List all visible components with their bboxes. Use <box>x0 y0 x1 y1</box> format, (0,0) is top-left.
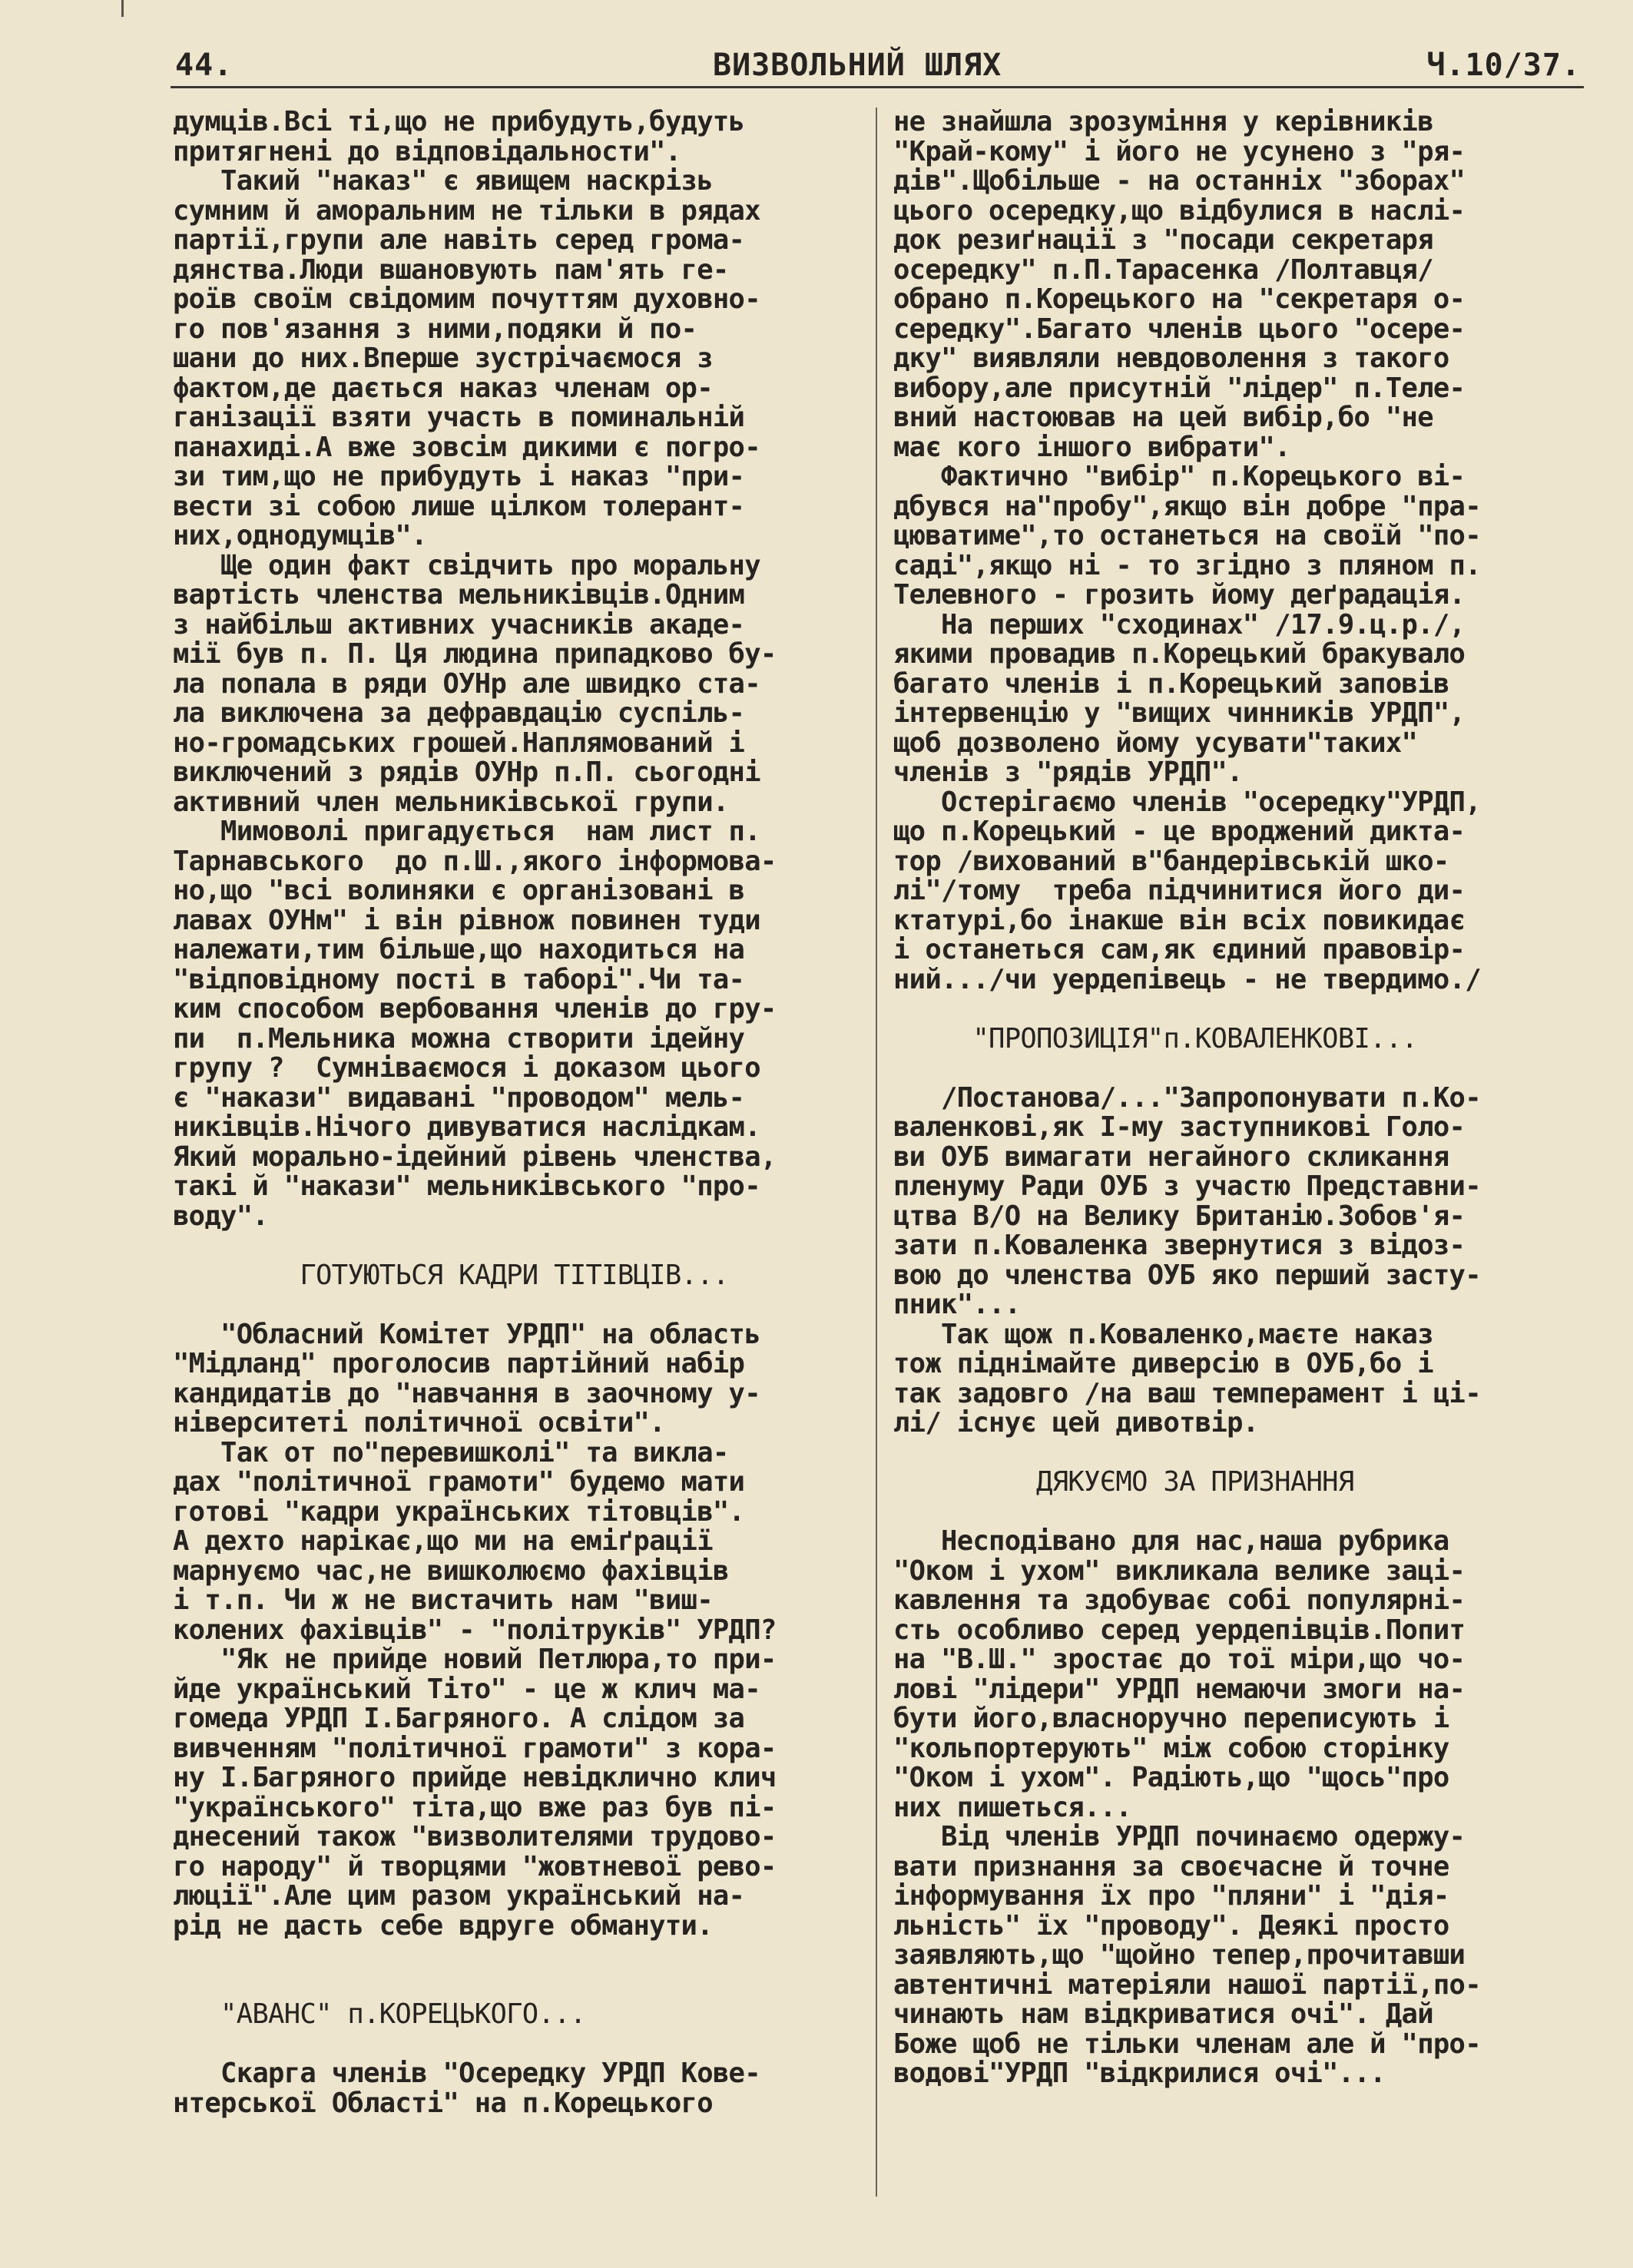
section-heading: "АВАНС" п.КОРЕЦЬКОГО... <box>173 1998 586 2030</box>
blank-line <box>893 995 1569 1025</box>
text-line: панахиді.А вже зовсім дикими є погро- <box>173 431 760 463</box>
text-line: вою до членства ОУБ яко перший засту- <box>893 1259 1481 1291</box>
text-line: багато членів і п.Корецький заповів <box>893 667 1449 700</box>
text-line: належати,тим більше,що находиться на <box>173 934 745 965</box>
text-line: активний член мельниківської групи. <box>173 786 729 818</box>
text-line: дів".Щобільше - на останніх "зборах" <box>893 165 1466 197</box>
text-line: Який морально-ідейний рівень членства, <box>173 1141 777 1173</box>
text-line: притягнені до відповідальности". <box>173 135 681 167</box>
blank-line <box>173 1290 849 1320</box>
page-number: 44. <box>175 48 234 83</box>
text-line: осередку" п.П.Тарасенка /Полтавця/ <box>893 253 1433 286</box>
text-line: го пов'язання з ними,подяки й по- <box>173 313 697 345</box>
text-line: йде український Тіто" - це ж клич ма- <box>173 1673 760 1705</box>
text-line: вибору,але присутній "лідер" п.Теле- <box>893 372 1466 404</box>
text-line: А дехто нарікає,що ми на еміґрації <box>173 1525 713 1557</box>
right-column <box>893 108 1569 2089</box>
text-line: тор /вихований в"бандерівській шко- <box>893 845 1449 877</box>
text-line: зи тим,що не прибудуть і наказ "при- <box>173 461 745 492</box>
blank-line <box>893 1439 1569 1468</box>
text-line: думців.Всі ті,що не прибудуть,будуть <box>173 108 745 137</box>
text-line: них пишеться... <box>893 1791 1132 1823</box>
text-line: лі"/тому треба підчинитися його ди- <box>893 875 1466 906</box>
text-line: "Оком і ухом". Радіють,що "щось"про <box>893 1762 1449 1793</box>
text-line: Від членів УРДП починаємо одержу- <box>893 1821 1466 1852</box>
text-line: ви ОУБ вимагати негайного скликання <box>893 1141 1449 1173</box>
text-line: ла виключена за дефравдацію суспіль- <box>173 697 745 729</box>
text-line: зати п.Коваленка звернутися з відоз- <box>893 1230 1466 1261</box>
text-line: марнуємо час,не вишколюємо фахівців <box>173 1554 729 1587</box>
text-line: никівців.Нічого дивуватися наслідкам. <box>173 1111 760 1143</box>
blank-line <box>173 1941 849 1971</box>
text-line: цього осередку,що відбулися в наслі- <box>893 194 1466 227</box>
issue-number: Ч.10/37. <box>1426 48 1581 83</box>
text-line: них,однодумців". <box>173 520 427 551</box>
text-line: Так от по"перевишколі" та виклa- <box>173 1436 729 1468</box>
text-line: "відповідному пості в таборі".Чи та- <box>173 963 745 995</box>
text-line: ну І.Багряного прийде невідклично клич <box>173 1762 777 1793</box>
text-line: кавлення та здобуває собі популярні- <box>893 1584 1466 1616</box>
text-line: автентичні матеріяли нашої партії,по- <box>893 1968 1481 2001</box>
text-line: виключений з рядів ОУНр п.П. сьогодні <box>173 757 760 788</box>
text-line: групу ? Сумніваємося і доказом цього <box>173 1052 760 1084</box>
text-line: го народу" й творцями "жовтневої рево- <box>173 1850 777 1882</box>
text-line: льність" їх "проводу". Деякі просто <box>893 1909 1449 1942</box>
text-line: бути його,власноручно переписують і <box>893 1703 1449 1734</box>
header-rule <box>171 86 1584 88</box>
text-line: лі/ існує цей дивотвір. <box>893 1407 1259 1439</box>
text-line: рід не дасть себе вдруге обманути. <box>173 1909 713 1942</box>
blank-line <box>173 1231 849 1261</box>
text-line: "Оком і ухом" викликала велике заці- <box>893 1554 1466 1587</box>
text-line: такі й "накази" мельниківського "про- <box>173 1170 760 1202</box>
text-line: і останеться сам,як єдиний правовір- <box>893 934 1466 965</box>
text-line: вний настоював на цей вибір,бо "не <box>893 402 1433 433</box>
text-line: лові "лідери" УРДП немаючи змоги на- <box>893 1673 1466 1705</box>
section-heading: ГОТУЮТЬСЯ КАДРИ ТІТІВЦІВ... <box>173 1259 729 1291</box>
journal-title: ВИЗВОЛЬНИЙ ШЛЯХ <box>713 48 1002 83</box>
text-line: ла попала в ряди ОУНр але швидко ста- <box>173 667 760 700</box>
left-column <box>173 108 849 2118</box>
text-line: що п.Корецький - це вроджений дикта- <box>893 816 1466 847</box>
text-line: є "накази" видавані "проводом" мель- <box>173 1081 745 1114</box>
text-line: не знайшла зрозуміння у керівників <box>893 108 1433 137</box>
text-line: Фактично "вибір" п.Корецького ві- <box>893 461 1466 492</box>
blank-line <box>893 1498 1569 1528</box>
text-line: лавах ОУНм" і він рівнож повинен туди <box>173 904 760 936</box>
text-line: док резиґнації з "посади секретаря <box>893 224 1433 256</box>
text-line: Ще один факт свідчить про моральну <box>173 549 760 581</box>
text-line: люції".Але цим разом український на- <box>173 1880 745 1912</box>
text-line: Мимоволі пригадується нам лист п. <box>173 816 760 847</box>
text-line: Телевного - грозить йому деґрадація. <box>893 579 1466 611</box>
text-line: роїв своїм свідомим почуттям духовно- <box>173 283 760 315</box>
text-line: з найбільш активних учасників акаде- <box>173 608 745 641</box>
text-line: воду". <box>173 1200 269 1232</box>
text-line: Скарга членів "Осередку УРДП Кове- <box>173 2058 760 2089</box>
text-line: мії був п. П. Ця людина припадково бу- <box>173 638 777 670</box>
text-line: "Обласний Комітет УРДП" на область <box>173 1318 760 1350</box>
blank-line <box>893 1054 1569 1084</box>
text-line: Несподівано для нас,наша рубрика <box>893 1525 1449 1557</box>
text-line: шани до них.Вперше зустрічаємося з <box>173 343 713 374</box>
text-line: /Постанова/..."Запропонувати п.Ко- <box>893 1081 1481 1114</box>
text-line: водові"УРДП "відкрилися очі"... <box>893 2058 1386 2089</box>
text-line: щоб дозволено йому усувати"таких" <box>893 727 1418 759</box>
text-line: кандидатів до "навчання в заочному у- <box>173 1377 760 1409</box>
text-line: Так щож п.Коваленко,маєте наказ <box>893 1318 1433 1350</box>
text-line: має кого іншого вибрати". <box>893 431 1290 463</box>
text-line: но-громадських грошей.Наплямований і <box>173 727 745 759</box>
text-line: пи п.Мельника можна створити ідейну <box>173 1022 745 1055</box>
blank-line <box>173 2030 849 2060</box>
text-line: середку".Багато членів цього "осере- <box>893 313 1466 345</box>
text-line: Остерігаємо членів "осередку"УРДП, <box>893 786 1481 818</box>
text-line: заявляють,що "щойно тепер,прочитавши <box>893 1939 1466 1971</box>
text-line: дбувся на"пробу",якщо він добре "пра- <box>893 490 1481 522</box>
text-line: саді",якщо ні - то згідно з пляном п. <box>893 549 1481 581</box>
text-line: і т.п. Чи ж не вистачить нам "виш- <box>173 1584 713 1616</box>
text-line: партії,групи але навіть серед грома- <box>173 224 745 256</box>
text-line: на "В.Ш." зростає до тої міри,що чо- <box>893 1644 1466 1675</box>
text-line: днесений також "визволителями трудово- <box>173 1821 777 1852</box>
text-line: Такий "наказ" є явищем наскрізь <box>173 165 713 197</box>
blank-line <box>173 1971 849 2001</box>
text-line: ний.../чи уердепівець - не твердимо./ <box>893 963 1481 995</box>
text-line: так задовго /на ваш темперамент і ці- <box>893 1377 1481 1409</box>
text-line: но,що "всі волиняки є організовані в <box>173 875 745 906</box>
text-line: ніверситеті політичної освіти". <box>173 1407 665 1439</box>
column-divider <box>876 108 877 2197</box>
text-line: Тарнавського до п.Ш.,якого інформова- <box>173 845 777 877</box>
section-heading: ДЯКУЄМО ЗА ПРИЗНАННЯ <box>893 1466 1354 1498</box>
text-line: тож піднімайте диверсію в ОУБ,бо і <box>893 1348 1433 1379</box>
text-line: "українського" тіта,що вже раз був пі- <box>173 1791 777 1823</box>
section-heading: "ПРОПОЗИЦІЯ"п.КОВАЛЕНКОВІ... <box>893 1022 1418 1055</box>
text-line: ким способом вербовання членів до гру- <box>173 993 777 1025</box>
text-line: валенкові,як І-му заступникові Голо- <box>893 1111 1466 1143</box>
text-line: вартість членства мельниківців.Одним <box>173 579 745 611</box>
text-line: "Як не прийде новий Петлюра,то при- <box>173 1644 777 1675</box>
text-line: дянства.Люди вшановують пам'ять ге- <box>173 253 729 286</box>
text-line: "Мідланд" проголосив партійний набір <box>173 1348 745 1379</box>
text-line: гомеда УРДП І.Багряного. А слідом за <box>173 1703 745 1734</box>
text-line: цтва В/О на Велику Британію.Зобов'я- <box>893 1200 1466 1232</box>
text-line: колених фахівців" - "політруків" УРДП? <box>173 1614 777 1646</box>
margin-mark <box>121 0 124 17</box>
text-line: "Край-кому" і його не усунено з "ря- <box>893 135 1466 167</box>
text-line: ганізації взяти участь в поминальній <box>173 402 745 433</box>
text-line: цюватиме",то останеться на своїй "по- <box>893 520 1481 551</box>
text-line: інтервенцію у "вищих чинників УРДП", <box>893 697 1466 729</box>
text-line: пленуму Ради ОУБ з участю Представни- <box>893 1170 1481 1202</box>
text-line: нтерської Області" на п.Корецького <box>173 2087 713 2118</box>
text-line: інформування їх про "пляни" і "дія- <box>893 1880 1449 1912</box>
text-line: сть особливо серед уердепівців.Попит <box>893 1614 1466 1646</box>
text-line: вати признання за своєчасне й точне <box>893 1850 1449 1882</box>
text-line: фактом,де дається наказ членам ор- <box>173 372 713 404</box>
text-line: пник"... <box>893 1289 1021 1320</box>
text-line: ктатурі,бо інакше він всіх повикидає <box>893 904 1466 936</box>
text-line: вести зі собою лише цілком толерант- <box>173 490 745 522</box>
text-line: обрано п.Корецького на "секретаря о- <box>893 283 1466 315</box>
text-line: якими провадив п.Корецький бракувало <box>893 638 1466 670</box>
text-line: "кольпортерують" між собою сторінку <box>893 1732 1449 1764</box>
text-line: сумним й аморальним не тільки в рядах <box>173 194 760 227</box>
text-line: дах "політичної грамоти" будемо мати <box>173 1466 745 1498</box>
text-line: готові "кадри українських тітовців". <box>173 1495 745 1528</box>
text-line: членів з "рядів УРДП". <box>893 757 1243 788</box>
page-header <box>175 48 1581 88</box>
text-line: Боже щоб не тільки членам але й "про- <box>893 2028 1481 2060</box>
text-line: дку" виявляли невдоволення з такого <box>893 343 1449 374</box>
text-line: чинають нам відкриватися очі". Дай <box>893 1998 1433 2030</box>
text-line: вивченням "політичної грамоти" з кора- <box>173 1732 777 1764</box>
text-line: На перших "сходинах" /17.9.ц.р./, <box>893 608 1466 641</box>
